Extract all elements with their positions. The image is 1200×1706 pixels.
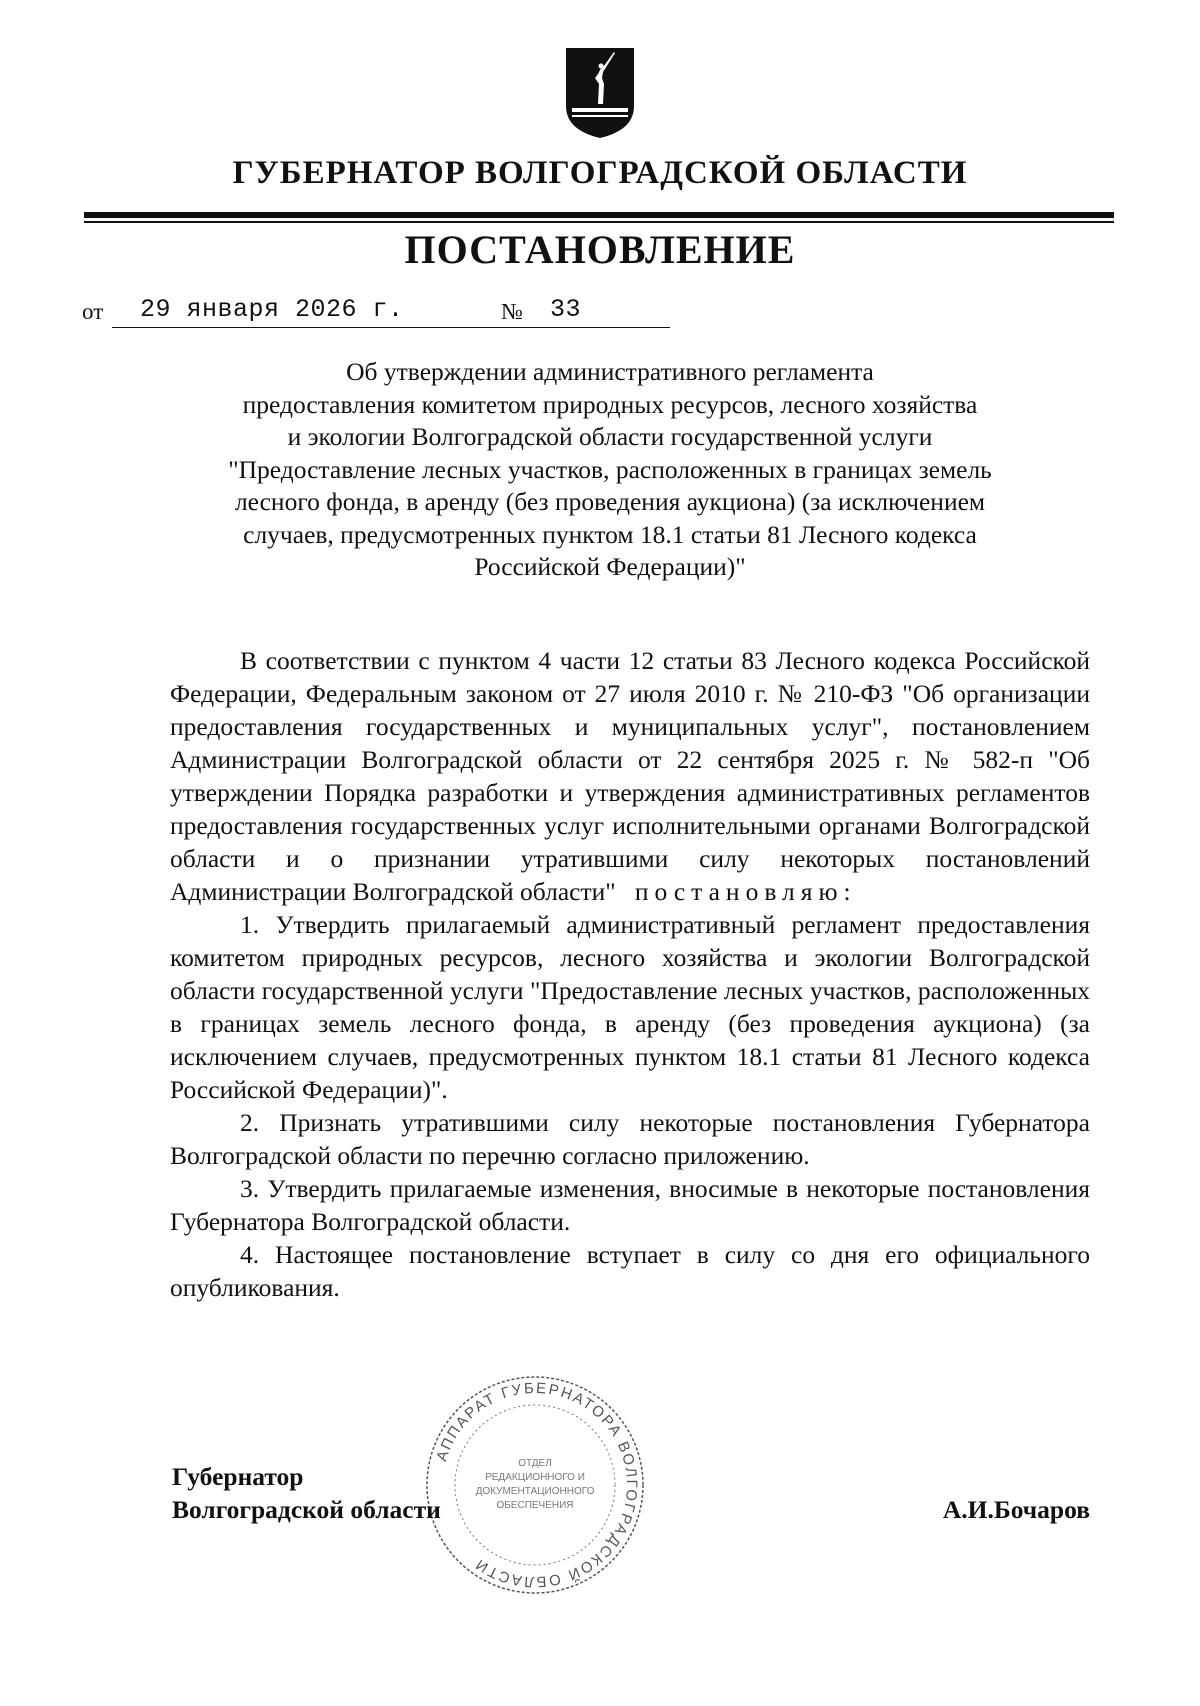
volgograd-emblem-icon [562, 44, 638, 140]
clause-3: 3. Утвердить прилагаемые изменения, вносимые в некоторые постановления Губернатора Волгоградской области. [170, 1174, 1090, 1236]
title-line: случаев, предусмотренных пунктом 18.1 статьи 81 Лесного кодекса [243, 519, 977, 549]
clause-2: 2. Признать утратившими силу некоторые постановления Губернатора Волгоградской области по перечню согласно приложению. [170, 1108, 1090, 1170]
issuing-authority: ГУБЕРНАТОР ВОЛГОГРАДСКОЙ ОБЛАСТИ [232, 155, 968, 191]
date-underline [112, 327, 564, 328]
header-rule-thin [84, 221, 1114, 223]
title-line: Российской Федерации)" [474, 552, 746, 581]
seal-inner-line: ОТДЕЛ [518, 1458, 552, 1469]
signatory-title-line: Волгоградской области [172, 1495, 441, 1524]
document-body [170, 644, 1090, 1304]
date-label: от [82, 299, 104, 324]
document-title [180, 356, 1040, 584]
document-type: ПОСТАНОВЛЕНИЕ [404, 227, 796, 272]
document-number: 33 [550, 295, 582, 324]
document-date: 29 января 2026 г. [140, 295, 404, 324]
title-line: предоставления комитетом природных ресурсов, лесного хозяйства [242, 389, 978, 419]
seal-outer-text: АППАРАТ ГУБЕРНАТОРА ВОЛГОГРАДСКОЙ ОБЛАСТИ [433, 1379, 641, 1591]
number-underline [526, 327, 670, 328]
preamble-paragraph [170, 644, 1090, 908]
seal-inner-line: ДОКУМЕНТАЦИОННОГО [475, 1486, 595, 1497]
preamble-text: В соответствии с пунктом 4 части 12 статьи 83 Лесного кодекса Российской Федерации, Федеральным законом от 27 июля 2010 г. № 210-ФЗ "Об организации предоставления государственных и муниципальных услуг", постановлением Администрации Волгоградской области от 22 сентября 2025 г. № 582-п "Об утверждении Порядка разработки и утверждения административных регламентов предоставления государственных услуг исполнительными органами Волгоградской области и о признании утратившими силу некоторых постановлений Администрации Волгоградской области" [170, 646, 1090, 906]
signatory-title [172, 1460, 592, 1526]
title-line: Об утверждении административного регламента [346, 357, 874, 386]
document-meta [82, 296, 682, 328]
seal-inner-line: РЕДАКЦИОННОГО И [485, 1472, 585, 1483]
signatory-name: А.И.Бочаров [942, 1495, 1090, 1524]
coat-of-arms-emblem [562, 44, 638, 140]
number-label: № [501, 299, 523, 324]
title-line: и экологии Волгоградской области государственной услуги [287, 422, 933, 451]
title-line: "Предоставление лесных участков, расположенных в границах земель [228, 454, 992, 484]
title-line: лесного фонда, в аренду (без проведения аукциона) (за исключением [234, 487, 986, 516]
decree-word: постановляю: [634, 877, 857, 906]
clause-4: 4. Настоящее постановление вступает в силу со дня его официального опубликования. [170, 1240, 1090, 1302]
clause-1: 1. Утвердить прилагаемый административный регламент предоставления комитетом природных ресурсов, лесного хозяйства и экологии Волгоградской области государственной услуги "Предоставление лесных участков, расположенных в границах земель лесного фонда, в аренду (без проведения аукциона) (за исключением случаев, предусмотренных пунктом 18.1 статьи 81 Лесного кодекса Российской Федерации)". [170, 910, 1090, 1104]
signatory-title-line: Губернатор [172, 1462, 304, 1491]
header-rule-thick [84, 212, 1114, 218]
seal-inner-line: ОБЕСПЕЧЕНИЯ [496, 1500, 574, 1511]
